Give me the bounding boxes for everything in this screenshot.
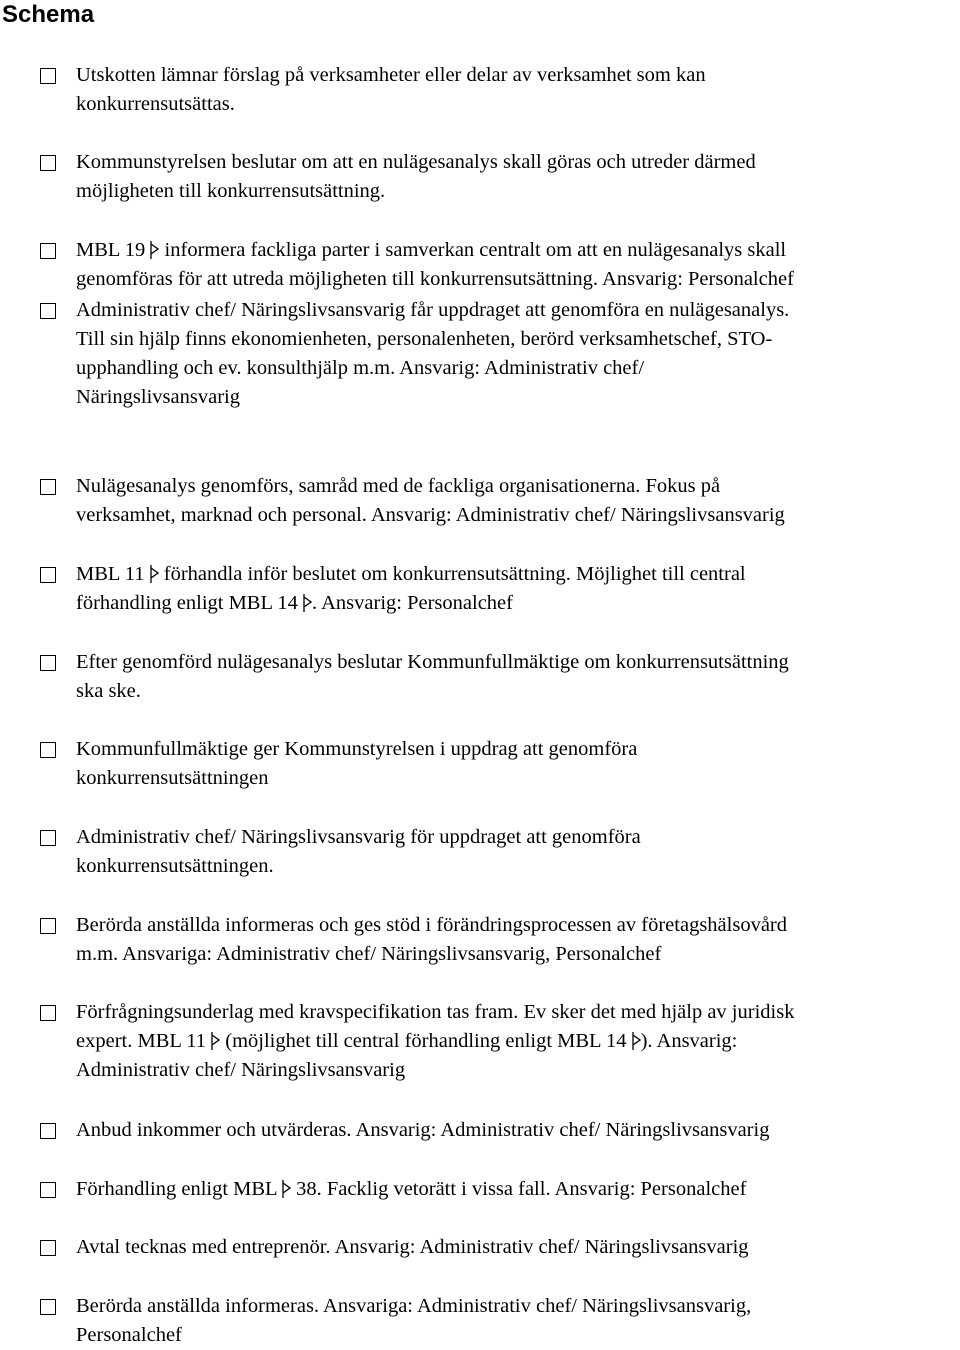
item-text: Kommunstyrelsen beslutar om att en nulägesanalys skall göras och utreder därmed möjligheten till konkurrensutsättning. — [76, 151, 756, 202]
item-text: Administrativ chef/ Näringslivsansvarig för uppdraget att genomföra konkurrensutsättningen. — [76, 826, 641, 877]
checkbox[interactable] — [40, 155, 56, 171]
item-text-part: (möjlighet till central förhandling enligt MBL 14 — [220, 1030, 632, 1052]
item-text: Efter genomförd nulägesanalys beslutar Kommunfullmäktige om konkurrensutsättning ska ske. — [76, 651, 789, 702]
checkbox[interactable] — [40, 830, 56, 846]
item-text-part: ). Ansvarig: Administrativ chef/ Näringslivsansvarig — [76, 1030, 738, 1081]
item-text — [76, 560, 960, 618]
checkbox[interactable] — [40, 1182, 56, 1198]
item-text-part: MBL 11 — [76, 563, 150, 585]
checklist-item — [40, 61, 960, 119]
checkbox[interactable] — [40, 68, 56, 84]
item-text: Administrativ chef/ Näringslivsansvarig får uppdraget att genomföra en nulägesanalys. Till sin hjälp finns ekonomienheten, personalenheten, berörd verksamhetschef, STO- upphandling och ev. konsulthjälp m.m. Ansvarig: Administrativ chef/ Näringslivsansvarig — [76, 299, 790, 408]
checkbox[interactable] — [40, 1005, 56, 1021]
item-text: Berörda anställda informeras. Ansvariga: Administrativ chef/ Näringslivsansvarig, Personalchef — [76, 1295, 752, 1346]
checklist-item — [40, 1233, 960, 1262]
page-title: Schema — [2, 1, 95, 28]
checklist-item — [40, 472, 960, 530]
section-flag-icon — [150, 565, 159, 583]
section-flag-icon — [303, 594, 312, 612]
section-flag-icon — [150, 241, 159, 259]
checklist-item — [40, 296, 960, 412]
item-text — [76, 998, 960, 1085]
checkbox[interactable] — [40, 655, 56, 671]
item-text-part: informera fackliga parter i samverkan centralt om att en nulägesanalys skall genomföras för att utreda möjligheten till konkurrensutsättning. Ansvarig: Personalchef — [76, 239, 794, 290]
section-flag-icon — [282, 1180, 291, 1198]
checkbox[interactable] — [40, 1299, 56, 1315]
item-text: Utskotten lämnar förslag på verksamheter eller delar av verksamhet som kan konkurrensutsättas. — [76, 64, 706, 115]
checklist-item — [40, 735, 960, 793]
section-flag-icon — [632, 1032, 641, 1050]
item-text-part: . Ansvarig: Personalchef — [312, 592, 513, 614]
checkbox[interactable] — [40, 1240, 56, 1256]
checkbox[interactable] — [40, 918, 56, 934]
checklist-item — [40, 236, 960, 294]
item-text: Kommunfullmäktige ger Kommunstyrelsen i uppdrag att genomföra konkurrensutsättningen — [76, 738, 638, 789]
checkbox[interactable] — [40, 1123, 56, 1139]
checkbox[interactable] — [40, 479, 56, 495]
checkbox[interactable] — [40, 742, 56, 758]
item-text: Avtal tecknas med entreprenör. Ansvarig: Administrativ chef/ Näringslivsansvarig — [76, 1236, 749, 1258]
item-text: Anbud inkommer och utvärderas. Ansvarig: Administrativ chef/ Näringslivsansvarig — [76, 1119, 770, 1141]
item-text-part: MBL 19 — [76, 239, 151, 261]
section-flag-icon — [211, 1032, 220, 1050]
checklist-item — [40, 148, 960, 206]
item-text-part: Förhandling enligt MBL — [76, 1178, 282, 1200]
item-text: Nulägesanalys genomförs, samråd med de fackliga organisationerna. Fokus på verksamhet, marknad och personal. Ansvarig: Administrativ chef/ Näringslivsansvarig — [76, 475, 785, 526]
checkbox[interactable] — [40, 567, 56, 583]
checkbox[interactable] — [40, 303, 56, 319]
checklist-item — [40, 560, 960, 618]
checkbox[interactable] — [40, 243, 56, 259]
checklist-item — [40, 998, 960, 1085]
item-text: Berörda anställda informeras och ges stöd i förändringsprocessen av företagshälsovård m.m. Ansvariga: Administrativ chef/ Näringslivsansvarig, Personalchef — [76, 914, 788, 965]
checklist-item — [40, 648, 960, 706]
item-text-part: 38. Facklig vetorätt i vissa fall. Ansvarig: Personalchef — [290, 1178, 747, 1200]
checklist-item — [40, 1175, 960, 1204]
item-text — [76, 1175, 960, 1204]
item-text-part: förhandla inför beslutet om konkurrensutsättning. Möjlighet till central förhandling enligt MBL 14 — [76, 563, 746, 614]
item-text — [76, 236, 960, 294]
checklist-item — [40, 1292, 960, 1350]
checklist-item — [40, 823, 960, 881]
checklist-item — [40, 1116, 960, 1145]
item-text-part: Förfrågningsunderlag med kravspecifikation tas fram. Ev sker det med hjälp av juridisk expert. MBL 11 — [76, 1001, 795, 1052]
checklist-item — [40, 911, 960, 969]
